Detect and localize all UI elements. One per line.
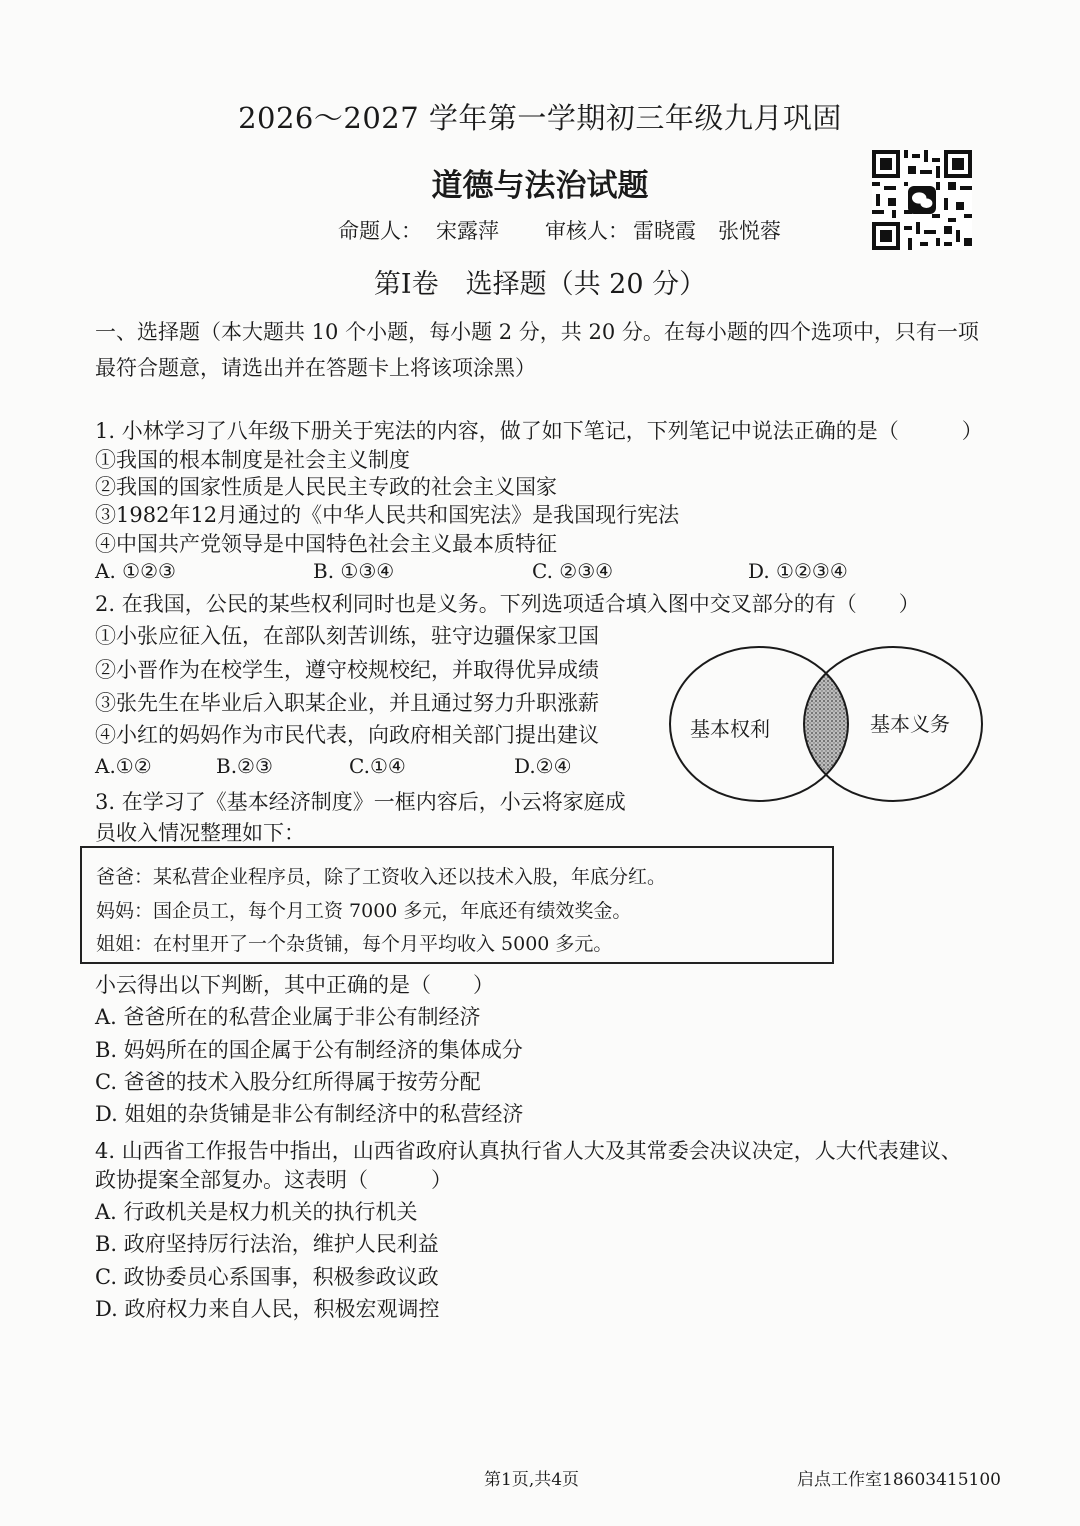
exam-subtitle: 道德与法治试题 (431, 168, 649, 204)
instruction-line-2: 最符合题意，请选出并在答题卡上将该项涂黑） (95, 356, 536, 380)
qr-code-icon (871, 150, 973, 250)
q4-option-c: C. 政协委员心系国事，积极参政议政 (95, 1265, 439, 1289)
q3-stem-line-1: 3. 在学习了《基本经济制度》一框内容后，小云将家庭成 (95, 790, 626, 814)
reviewer-name-2: 张悦蓉 (718, 219, 781, 243)
page-number: 第1页,共4页 (484, 1470, 580, 1490)
q1-option-d: D. ①②③④ (748, 559, 848, 583)
q2-option-a: A.①② (95, 754, 152, 778)
q2-option-d: D.②④ (514, 754, 572, 778)
q4-option-b: B. 政府坚持厉行法治，维护人民利益 (95, 1232, 439, 1256)
reviewer-label: 审核人： (545, 219, 629, 243)
q2-stem: 2. 在我国，公民的某些权利同时也是义务。下列选项适合填入图中交叉部分的有（ ） (95, 592, 920, 616)
q3-option-a: A. 爸爸所在的私营企业属于非公有制经济 (95, 1005, 481, 1029)
venn-left-label: 基本权利 (690, 717, 770, 741)
q1-option-b: B. ①③④ (313, 559, 395, 583)
q1-option-a: A. ①②③ (95, 559, 176, 583)
section-title: 第Ⅰ卷 选择题（共 20 分） (373, 269, 707, 300)
q2-item: ④小红的妈妈作为市民代表，向政府相关部门提出建议 (95, 723, 599, 747)
exam-title: 2026～2027 学年第一学期初三年级九月巩固 (238, 101, 842, 135)
q1-item: ③1982年12月通过的《中华人民共和国宪法》是我国现行宪法 (95, 503, 680, 527)
box-row: 姐姐：在村里开了一个杂货铺，每个月平均收入 5000 多元。 (96, 933, 613, 955)
q4-option-a: A. 行政机关是权力机关的执行机关 (95, 1200, 418, 1224)
instruction-line-1: 一、选择题（本大题共 10 个小题，每小题 2 分，共 20 分。在每小题的四个选项中，只有一项 (95, 320, 979, 344)
q2-item: ②小晋作为在校学生，遵守校规校纪，并取得优异成绩 (95, 658, 599, 682)
q2-item: ①小张应征入伍，在部队刻苦训练，驻守边疆保家卫国 (95, 624, 599, 648)
author-label: 命题人： (338, 219, 422, 243)
q2-option-b: B.②③ (216, 754, 273, 778)
q1-item: ①我国的根本制度是社会主义制度 (95, 448, 410, 472)
q3-question: 小云得出以下判断，其中正确的是（ ） (95, 973, 494, 997)
q3-option-d: D. 姐姐的杂货铺是非公有制经济中的私营经济 (95, 1102, 524, 1126)
q4-stem-line-2: 政协提案全部复办。这表明（ ） (95, 1168, 452, 1192)
box-row: 妈妈：国企员工，每个月工资 7000 多元，年底还有绩效奖金。 (96, 900, 632, 922)
studio-contact: 启点工作室18603415100 (797, 1470, 1001, 1490)
q1-stem: 1. 小林学习了八年级下册关于宪法的内容，做了如下笔记，下列笔记中说法正确的是（ ） (95, 419, 983, 443)
q1-item: ④中国共产党领导是中国特色社会主义最本质特征 (95, 532, 557, 556)
q2-item: ③张先生在毕业后入职某企业，并且通过努力升职涨薪 (95, 691, 599, 715)
q3-option-c: C. 爸爸的技术入股分红所得属于按劳分配 (95, 1070, 481, 1094)
q3-stem-line-2: 员收入情况整理如下： (95, 821, 305, 845)
box-row: 爸爸：某私营企业程序员，除了工资收入还以技术入股，年底分红。 (96, 866, 667, 888)
q2-option-c: C.①④ (349, 754, 406, 778)
q3-option-b: B. 妈妈所在的国企属于公有制经济的集体成分 (95, 1038, 523, 1062)
author-name: 宋露萍 (436, 219, 499, 243)
reviewer-name-1: 雷晓霞 (633, 219, 696, 243)
q1-option-c: C. ②③④ (532, 559, 614, 583)
venn-right-label: 基本义务 (870, 712, 950, 736)
authors-line (338, 215, 811, 245)
q1-item: ②我国的国家性质是人民民主专政的社会主义国家 (95, 475, 557, 499)
q4-stem-line-1: 4. 山西省工作报告中指出，山西省政府认真执行省人大及其常委会决议决定，人大代表建议、 (95, 1139, 962, 1163)
q4-option-d: D. 政府权力来自人民，积极宏观调控 (95, 1297, 440, 1321)
income-info-box (80, 846, 834, 964)
